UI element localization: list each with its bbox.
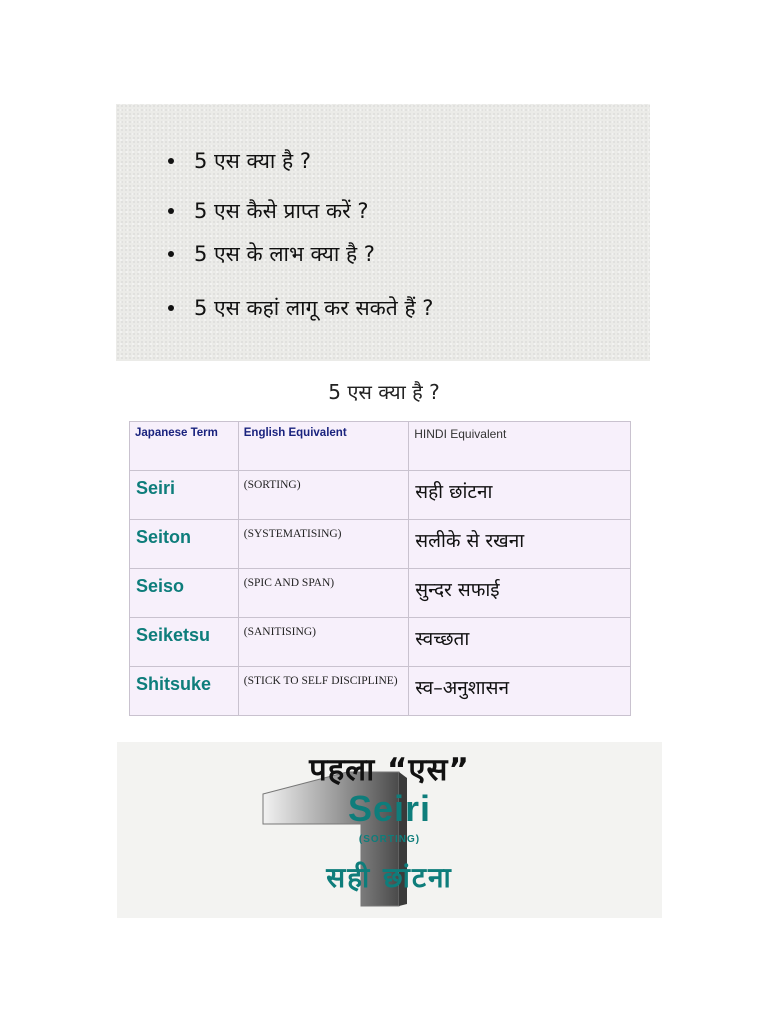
header-cell-japanese: Japanese Term [130,422,239,471]
english-cell: (STICK TO SELF DISCIPLINE) [238,667,408,716]
header-cell-english: English Equivalent [238,422,408,471]
first-s-slide [117,742,662,918]
japanese-cell: Shitsuke [130,667,239,716]
hindi-cell: सलीके से रखना [409,520,631,569]
hindi-cell: सुन्दर सफाई [409,569,631,618]
section-heading: 5 एस क्या है ? [328,380,440,404]
japanese-cell: Seiton [130,520,239,569]
question-text: 5 एस के लाभ क्या है ? [194,242,375,266]
list-item [168,191,369,231]
hindi-term: सही छांटना [326,861,453,894]
bullet-icon [168,305,174,311]
slide-title: पहला “एस” [309,752,470,788]
english-term: (SORTING) [358,834,421,845]
japanese-cell: Seiso [130,569,239,618]
table-row [130,520,631,569]
english-cell: (SPIC AND SPAN) [238,569,408,618]
bullet-icon [168,251,174,257]
table-row [130,667,631,716]
list-item [168,234,375,274]
hindi-cell: स्वच्छता [409,618,631,667]
table-header-row [130,422,631,471]
english-cell: (SANITISING) [238,618,408,667]
question-text: 5 एस कैसे प्राप्त करें ? [194,199,369,223]
question-text: 5 एस क्या है ? [194,149,312,173]
question-text: 5 एस कहां लागू कर सकते हैं ? [194,296,434,320]
english-cell: (SYSTEMATISING) [238,520,408,569]
header-cell-hindi: HINDI Equivalent [409,422,631,471]
hindi-cell: स्व–अनुशासन [409,667,631,716]
questions-slide [116,104,650,361]
japanese-cell: Seiri [130,471,239,520]
list-item [168,288,433,328]
list-item [168,141,311,181]
bullet-icon [168,158,174,164]
english-cell: (SORTING) [238,471,408,520]
japanese-cell: Seiketsu [130,618,239,667]
table-row [130,569,631,618]
table-row [130,618,631,667]
bullet-icon [168,208,174,214]
japanese-term: Seiri [347,788,432,829]
table-row [130,471,631,520]
hindi-cell: सही छांटना [409,471,631,520]
terms-table [129,421,631,716]
